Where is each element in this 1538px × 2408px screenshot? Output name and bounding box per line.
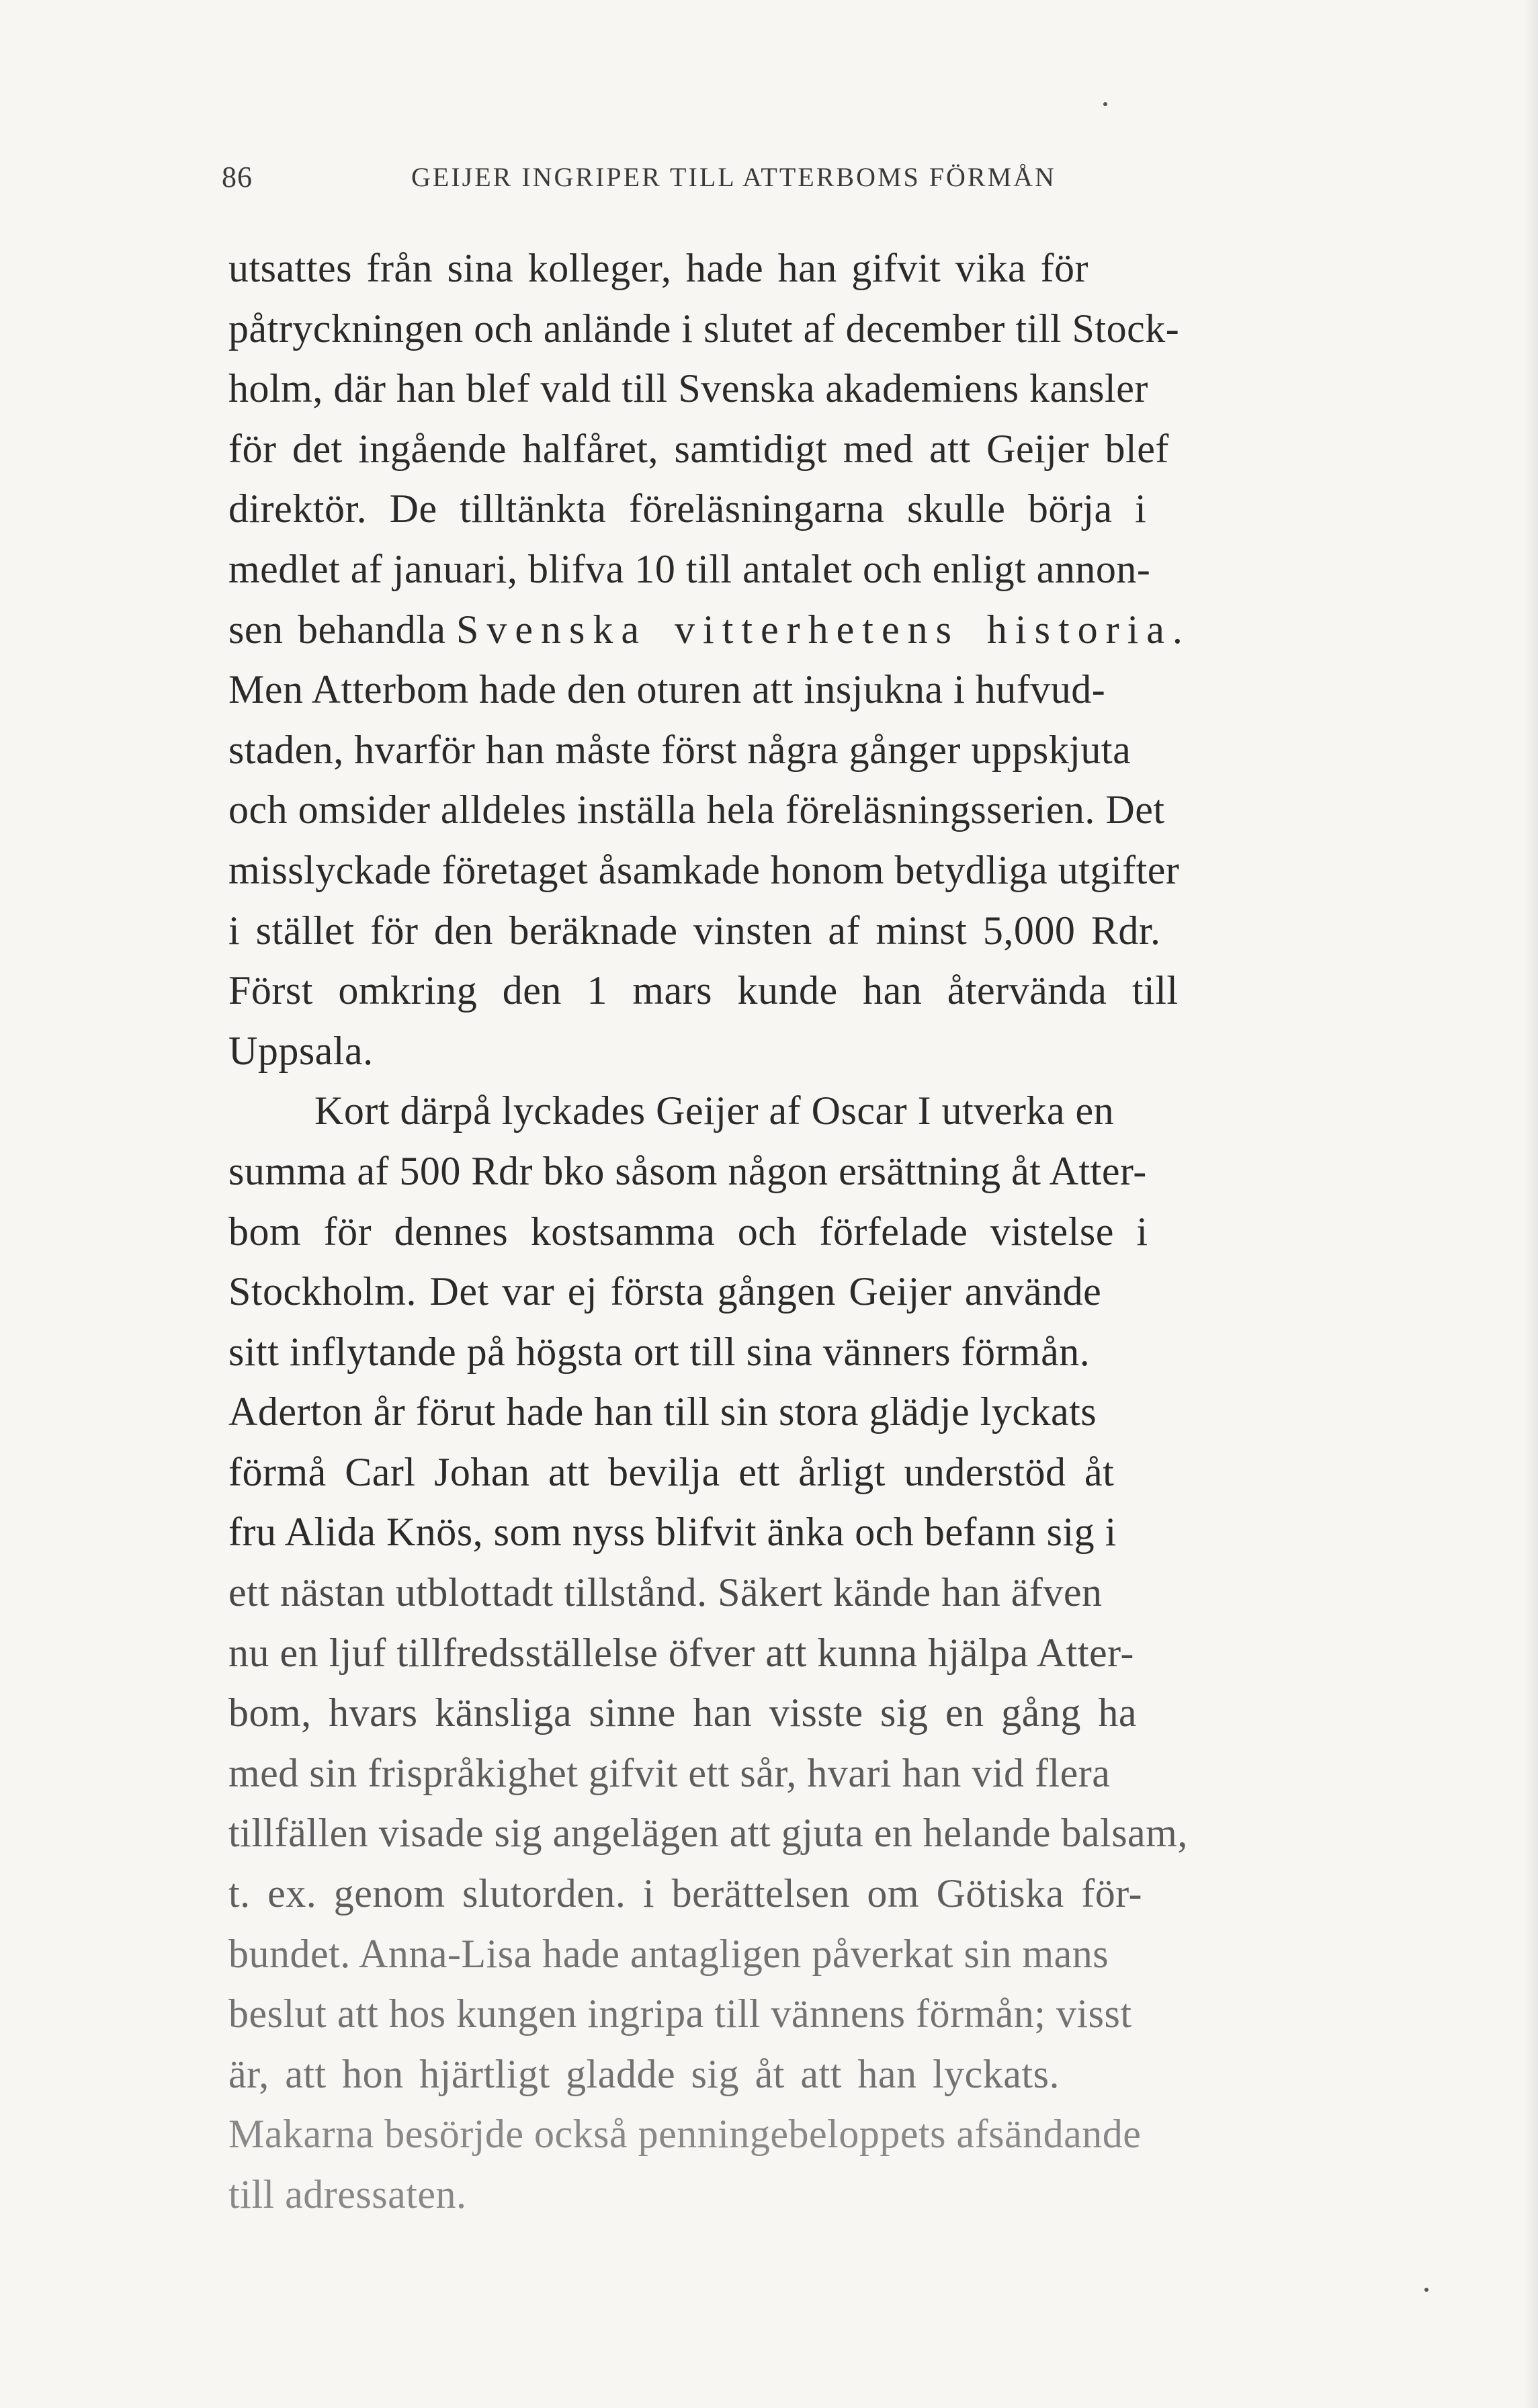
text-line: misslyckade företaget åsamkade honom betydliga utgifter: [228, 847, 1180, 892]
text-line: summa af 500 Rdr bko såsom någon ersättning åt Atter-: [228, 1148, 1147, 1193]
text-line: medlet af januari, blifva 10 till antalet och enligt annon-: [228, 546, 1151, 591]
text-line: för det ingående halfåret, samtidigt med att Geijer blef: [228, 426, 1169, 471]
text-line: direktör. De tilltänkta föreläsningarna skulle börja i: [228, 486, 1147, 531]
text-line: Först omkring den 1 mars kunde han återvända till: [228, 968, 1179, 1013]
text-line: Kort därpå lyckades Geijer af Oscar I utverka en: [314, 1088, 1115, 1133]
paper-speck: [1103, 102, 1107, 106]
text-line: tillfällen visade sig angelägen att gjuta en helande balsam,: [228, 1811, 1188, 1856]
text-line: staden, hvarför han måste först några gånger uppskjuta: [228, 727, 1131, 772]
text-line: Uppsala.: [228, 1028, 374, 1073]
text-line: holm, där han blef vald till Svenska akademiens kansler: [228, 366, 1148, 411]
page-number: 86: [222, 161, 253, 194]
text-line: är, att hon hjärtligt gladde sig åt att han lyckats.: [228, 2051, 1060, 2096]
text-line: Stockholm. Det var ej första gången Geijer använde: [228, 1269, 1102, 1314]
text-line: påtryckningen och anlände i slutet af december till Stock-: [228, 306, 1180, 351]
text-line: förmå Carl Johan att bevilja ett årligt understöd åt: [228, 1449, 1115, 1494]
body-text: [228, 239, 1438, 2225]
text-line: och omsider alldeles inställa hela föreläsningsserien. Det: [228, 787, 1165, 832]
page-edge-shadow: [1523, 0, 1538, 2408]
text-line: sitt inflytande på högsta ort till sina vänners förmån.: [228, 1329, 1091, 1374]
spaced-title: Svenska vitterhetens historia.: [456, 607, 1191, 652]
text-line: Aderton år förut hade han till sin stora glädje lyckats: [228, 1389, 1097, 1434]
text-line: beslut att hos kungen ingripa till vännens förmån; visst: [228, 1991, 1132, 2036]
text-line: utsattes från sina kolleger, hade han gifvit vika för: [228, 246, 1089, 290]
text-line: Men Atterbom hade den oturen att insjukna i hufvud-: [228, 667, 1106, 712]
text-line: till adressaten.: [228, 2172, 467, 2217]
text-line: bom, hvars känsliga sinne han visste sig en gång ha: [228, 1690, 1137, 1735]
text-line: t. ex. genom slutorden. i berättelsen om Götiska för-: [228, 1871, 1142, 1916]
text-line: fru Alida Knös, som nyss blifvit änka och befann sig i: [228, 1510, 1117, 1555]
running-head: GEIJER INGRIPER TILL ATTERBOMS FÖRMÅN: [411, 162, 1056, 192]
text-line: ett nästan utblottadt tillstånd. Säkert kände han äfven: [228, 1570, 1103, 1615]
text-line: i stället för den beräknade vinsten af minst 5,000 Rdr.: [228, 908, 1161, 953]
text-line-with-spaced-title: [228, 600, 1438, 660]
text-line: med sin frispråkighet gifvit ett sår, hvari han vid flera: [228, 1750, 1111, 1795]
text-line: bom för dennes kostsamma och förfelade vistelse i: [228, 1209, 1148, 1254]
text-line: Makarna besörjde också penningebeloppets afsändande: [228, 2112, 1142, 2157]
text-segment: sen behandla: [228, 607, 446, 652]
text-line: bundet. Anna-Lisa hade antagligen påverkat sin mans: [228, 1931, 1109, 1976]
page-header: [222, 160, 1263, 200]
text-line: nu en ljuf tillfredsställelse öfver att kunna hjälpa Atter-: [228, 1630, 1134, 1675]
paper-speck: [1424, 2288, 1428, 2292]
